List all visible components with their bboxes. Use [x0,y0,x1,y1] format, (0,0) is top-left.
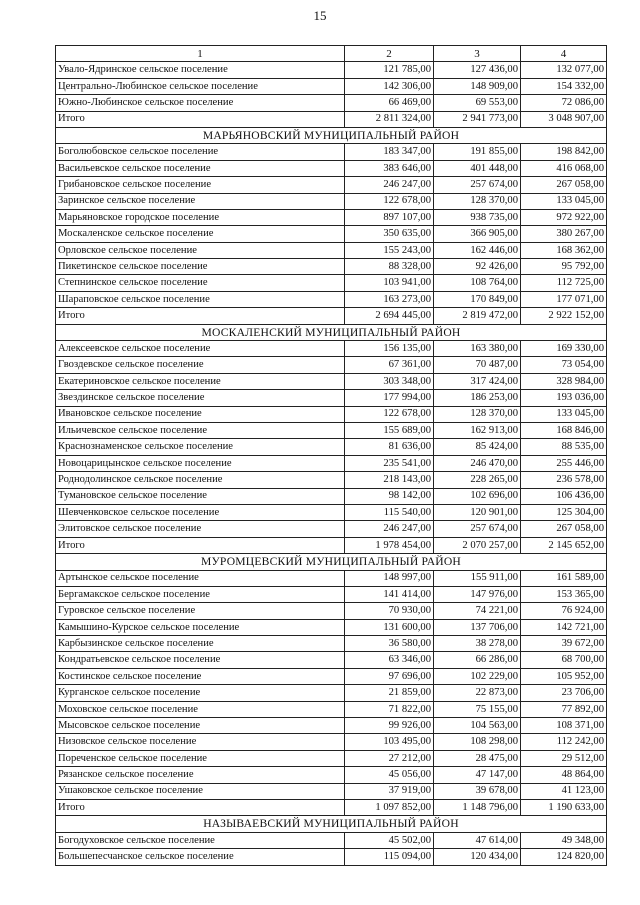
value-col-4: 29 512,00 [521,750,607,766]
settlement-name: Тумановское сельское поселение [56,488,345,504]
value-col-3: 70 487,00 [434,357,521,373]
settlement-name: Бергамакское сельское поселение [56,586,345,602]
settlement-row [56,144,607,160]
settlement-row [56,209,607,225]
value-col-2: 218 143,00 [345,472,434,488]
settlement-row [56,62,607,78]
value-col-3: 92 426,00 [434,259,521,275]
value-col-3: 66 286,00 [434,652,521,668]
settlement-name: Москаленское сельское поселение [56,226,345,242]
value-col-3: 120 901,00 [434,504,521,520]
settlement-name: Большепесчанское сельское поселение [56,849,345,865]
value-col-3: 148 909,00 [434,78,521,94]
settlement-row [56,439,607,455]
settlement-row [56,701,607,717]
value-col-4: 236 578,00 [521,472,607,488]
settlement-row [56,357,607,373]
value-col-3: 246 470,00 [434,455,521,471]
settlement-name: Моховское сельское поселение [56,701,345,717]
value-col-3: 39 678,00 [434,783,521,799]
settlement-row [56,160,607,176]
value-col-4: 168 846,00 [521,422,607,438]
value-col-4: 106 436,00 [521,488,607,504]
value-col-2: 45 502,00 [345,832,434,848]
settlement-name: Роднодолинское сельское поселение [56,472,345,488]
settlement-row [56,341,607,357]
value-col-3: 257 674,00 [434,177,521,193]
value-col-3: 128 370,00 [434,193,521,209]
value-col-4: 112 242,00 [521,734,607,750]
settlement-name: Итого [56,111,345,127]
value-col-3: 401 448,00 [434,160,521,176]
settlement-name: Ушаковское сельское поселение [56,783,345,799]
value-col-3: 228 265,00 [434,472,521,488]
settlement-name: Пореченское сельское поселение [56,750,345,766]
value-col-3: 2 941 773,00 [434,111,521,127]
value-col-2: 66 469,00 [345,95,434,111]
column-number-2: 2 [345,46,434,62]
value-col-3: 108 298,00 [434,734,521,750]
value-col-3: 257 674,00 [434,521,521,537]
value-col-2: 163 273,00 [345,291,434,307]
settlement-row [56,767,607,783]
value-col-3: 22 873,00 [434,685,521,701]
column-number-3: 3 [434,46,521,62]
value-col-3: 162 913,00 [434,422,521,438]
value-col-2: 141 414,00 [345,586,434,602]
total-row [56,537,607,553]
value-col-2: 27 212,00 [345,750,434,766]
settlement-row [56,521,607,537]
value-col-4: 3 048 907,00 [521,111,607,127]
value-col-3: 102 696,00 [434,488,521,504]
settlement-name: Степнинское сельское поселение [56,275,345,291]
value-col-4: 125 304,00 [521,504,607,520]
value-col-4: 68 700,00 [521,652,607,668]
value-col-4: 255 446,00 [521,455,607,471]
value-col-4: 39 672,00 [521,636,607,652]
settlement-name: Курганское сельское поселение [56,685,345,701]
district-section-row [56,127,607,143]
value-col-4: 73 054,00 [521,357,607,373]
settlement-row [56,488,607,504]
settlement-name: Шараповское сельское поселение [56,291,345,307]
settlement-row [56,603,607,619]
settlement-name: Пикетинское сельское поселение [56,259,345,275]
settlement-name: Центрально-Любинское сельское поселение [56,78,345,94]
settlement-row [56,78,607,94]
settlement-name: Кондратьевское сельское поселение [56,652,345,668]
value-col-2: 1 097 852,00 [345,799,434,815]
value-col-3: 191 855,00 [434,144,521,160]
value-col-4: 105 952,00 [521,668,607,684]
value-col-4: 142 721,00 [521,619,607,635]
value-col-3: 127 436,00 [434,62,521,78]
value-col-2: 98 142,00 [345,488,434,504]
value-col-2: 246 247,00 [345,177,434,193]
value-col-3: 74 221,00 [434,603,521,619]
value-col-3: 137 706,00 [434,619,521,635]
value-col-4: 177 071,00 [521,291,607,307]
value-col-4: 168 362,00 [521,242,607,258]
value-col-4: 154 332,00 [521,78,607,94]
settlement-name: Боголюбовское сельское поселение [56,144,345,160]
settlement-name: Южно-Любинское сельское поселение [56,95,345,111]
value-col-2: 70 930,00 [345,603,434,619]
district-heading: НАЗЫВАЕВСКИЙ МУНИЦИПАЛЬНЫЙ РАЙОН [56,816,607,832]
settlement-name: Мысовское сельское поселение [56,718,345,734]
value-col-4: 23 706,00 [521,685,607,701]
value-col-4: 161 589,00 [521,570,607,586]
value-col-3: 69 553,00 [434,95,521,111]
value-col-3: 102 229,00 [434,668,521,684]
total-row [56,799,607,815]
value-col-3: 2 070 257,00 [434,537,521,553]
total-row [56,111,607,127]
value-col-3: 155 911,00 [434,570,521,586]
settlement-row [56,652,607,668]
value-col-2: 103 941,00 [345,275,434,291]
settlement-name: Заринское сельское поселение [56,193,345,209]
settlement-row [56,750,607,766]
settlement-name: Марьяновское городское поселение [56,209,345,225]
settlement-name: Рязанское сельское поселение [56,767,345,783]
value-col-2: 1 978 454,00 [345,537,434,553]
value-col-2: 156 135,00 [345,341,434,357]
value-col-4: 49 348,00 [521,832,607,848]
settlement-name: Элитовское сельское поселение [56,521,345,537]
value-col-2: 235 541,00 [345,455,434,471]
settlement-name: Низовское сельское поселение [56,734,345,750]
settlement-row [56,570,607,586]
value-col-3: 128 370,00 [434,406,521,422]
value-col-2: 142 306,00 [345,78,434,94]
settlement-name: Новоцарицынское сельское поселение [56,455,345,471]
value-col-3: 1 148 796,00 [434,799,521,815]
column-number-4: 4 [521,46,607,62]
value-col-3: 366 905,00 [434,226,521,242]
settlement-name: Артынское сельское поселение [56,570,345,586]
settlement-row [56,849,607,865]
value-col-4: 95 792,00 [521,259,607,275]
value-col-4: 328 984,00 [521,373,607,389]
settlement-row [56,373,607,389]
settlement-row [56,832,607,848]
value-col-3: 75 155,00 [434,701,521,717]
value-col-3: 317 424,00 [434,373,521,389]
settlement-row [56,586,607,602]
settlement-name: Орловское сельское поселение [56,242,345,258]
value-col-4: 77 892,00 [521,701,607,717]
value-col-4: 48 864,00 [521,767,607,783]
value-col-3: 85 424,00 [434,439,521,455]
value-col-2: 63 346,00 [345,652,434,668]
value-col-4: 416 068,00 [521,160,607,176]
value-col-2: 115 540,00 [345,504,434,520]
value-col-4: 132 077,00 [521,62,607,78]
value-col-4: 108 371,00 [521,718,607,734]
settlement-row [56,422,607,438]
value-col-4: 133 045,00 [521,406,607,422]
value-col-4: 1 190 633,00 [521,799,607,815]
settlement-row [56,685,607,701]
value-col-4: 169 330,00 [521,341,607,357]
settlement-name: Грибановское сельское поселение [56,177,345,193]
settlement-row [56,390,607,406]
value-col-2: 103 495,00 [345,734,434,750]
settlement-name: Ивановское сельское поселение [56,406,345,422]
value-col-2: 36 580,00 [345,636,434,652]
value-col-3: 938 735,00 [434,209,521,225]
settlement-name: Ильичевское сельское поселение [56,422,345,438]
value-col-2: 115 094,00 [345,849,434,865]
value-col-4: 2 145 652,00 [521,537,607,553]
settlement-name: Камышино-Курское сельское поселение [56,619,345,635]
settlement-row [56,636,607,652]
settlement-name: Гвоздевское сельское поселение [56,357,345,373]
value-col-2: 148 997,00 [345,570,434,586]
settlement-name: Костинское сельское поселение [56,668,345,684]
district-section-row [56,324,607,340]
value-col-2: 37 919,00 [345,783,434,799]
value-col-2: 97 696,00 [345,668,434,684]
value-col-2: 155 689,00 [345,422,434,438]
value-col-4: 972 922,00 [521,209,607,225]
settlement-row [56,275,607,291]
district-heading: МУРОМЦЕВСКИЙ МУНИЦИПАЛЬНЫЙ РАЙОН [56,554,607,570]
settlement-name: Итого [56,799,345,815]
settlement-name: Звездинское сельское поселение [56,390,345,406]
value-col-4: 267 058,00 [521,177,607,193]
value-col-4: 88 535,00 [521,439,607,455]
value-col-4: 2 922 152,00 [521,308,607,324]
settlement-row [56,177,607,193]
value-col-2: 303 348,00 [345,373,434,389]
value-col-3: 162 446,00 [434,242,521,258]
settlement-name: Итого [56,537,345,553]
column-number-1: 1 [56,46,345,62]
settlement-row [56,718,607,734]
value-col-3: 163 380,00 [434,341,521,357]
value-col-3: 147 976,00 [434,586,521,602]
value-col-4: 72 086,00 [521,95,607,111]
settlement-name: Гуровское сельское поселение [56,603,345,619]
value-col-2: 67 361,00 [345,357,434,373]
value-col-3: 28 475,00 [434,750,521,766]
settlement-row [56,226,607,242]
value-col-3: 108 764,00 [434,275,521,291]
page-number: 15 [313,8,327,23]
budget-table [55,45,607,866]
settlement-row [56,95,607,111]
value-col-4: 112 725,00 [521,275,607,291]
settlement-name: Алексеевское сельское поселение [56,341,345,357]
value-col-4: 124 820,00 [521,849,607,865]
value-col-4: 133 045,00 [521,193,607,209]
value-col-2: 81 636,00 [345,439,434,455]
settlement-row [56,455,607,471]
value-col-2: 21 859,00 [345,685,434,701]
district-section-row [56,554,607,570]
value-col-4: 41 123,00 [521,783,607,799]
value-col-4: 198 842,00 [521,144,607,160]
value-col-3: 120 434,00 [434,849,521,865]
value-col-2: 122 678,00 [345,406,434,422]
value-col-2: 131 600,00 [345,619,434,635]
value-col-2: 246 247,00 [345,521,434,537]
settlement-row [56,193,607,209]
value-col-2: 2 694 445,00 [345,308,434,324]
value-col-2: 897 107,00 [345,209,434,225]
district-heading: МАРЬЯНОВСКИЙ МУНИЦИПАЛЬНЫЙ РАЙОН [56,127,607,143]
value-col-2: 155 243,00 [345,242,434,258]
settlement-row [56,619,607,635]
value-col-3: 186 253,00 [434,390,521,406]
value-col-3: 47 147,00 [434,767,521,783]
value-col-3: 47 614,00 [434,832,521,848]
value-col-2: 177 994,00 [345,390,434,406]
value-col-4: 153 365,00 [521,586,607,602]
total-row [56,308,607,324]
settlement-row [56,734,607,750]
settlement-name: Васильевское сельское поселение [56,160,345,176]
value-col-3: 104 563,00 [434,718,521,734]
settlement-name: Краснознаменское сельское поселение [56,439,345,455]
value-col-4: 380 267,00 [521,226,607,242]
settlement-row [56,406,607,422]
settlement-row [56,291,607,307]
settlement-row [56,259,607,275]
value-col-2: 383 646,00 [345,160,434,176]
value-col-2: 183 347,00 [345,144,434,160]
value-col-3: 2 819 472,00 [434,308,521,324]
value-col-4: 193 036,00 [521,390,607,406]
district-heading: МОСКАЛЕНСКИЙ МУНИЦИПАЛЬНЫЙ РАЙОН [56,324,607,340]
settlement-name: Итого [56,308,345,324]
settlement-row [56,472,607,488]
value-col-2: 122 678,00 [345,193,434,209]
settlement-name: Увало-Ядринское сельское поселение [56,62,345,78]
settlement-name: Шевченковское сельское поселение [56,504,345,520]
value-col-3: 170 849,00 [434,291,521,307]
value-col-2: 99 926,00 [345,718,434,734]
value-col-4: 76 924,00 [521,603,607,619]
value-col-2: 350 635,00 [345,226,434,242]
settlement-name: Карбызинское сельское поселение [56,636,345,652]
budget-table-body [56,46,607,866]
value-col-4: 267 058,00 [521,521,607,537]
value-col-2: 121 785,00 [345,62,434,78]
value-col-2: 88 328,00 [345,259,434,275]
district-section-row [56,816,607,832]
settlement-name: Екатериновское сельское поселение [56,373,345,389]
value-col-3: 38 278,00 [434,636,521,652]
column-number-header-row [56,46,607,62]
settlement-row [56,504,607,520]
value-col-2: 2 811 324,00 [345,111,434,127]
value-col-2: 71 822,00 [345,701,434,717]
settlement-row [56,242,607,258]
value-col-2: 45 056,00 [345,767,434,783]
settlement-name: Богодуховское сельское поселение [56,832,345,848]
settlement-row [56,668,607,684]
settlement-row [56,783,607,799]
